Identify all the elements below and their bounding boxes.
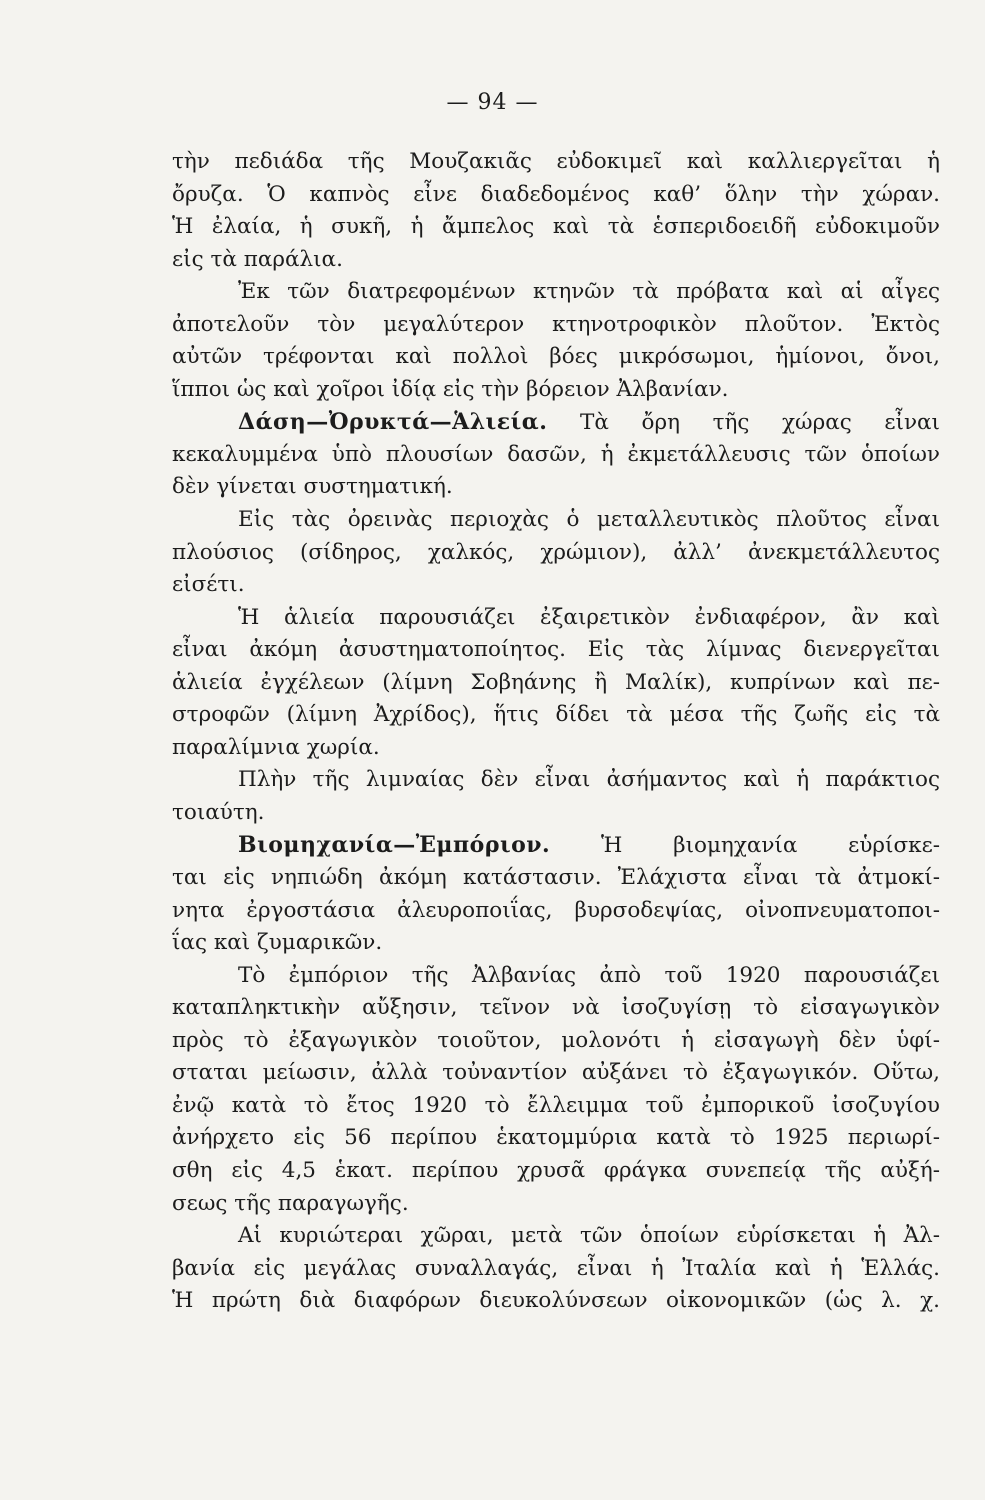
text-line [172, 1057, 940, 1090]
page-number: — 94 — [446, 90, 539, 115]
line-text: αὐτῶν τρέφονται καὶ πολλοὶ βόες μικρόσωμοι, ἡμίονοι, ὄνοι, [172, 344, 940, 370]
text-line [172, 439, 940, 472]
line-text: Εἰς τὰς ὀρεινὰς περιοχὰς ὁ μεταλλευτικὸς πλοῦτος εἶναι [238, 507, 940, 533]
text-line [172, 699, 940, 732]
line-text: εἰς τὰ παράλια. [172, 246, 343, 272]
text-line [172, 569, 940, 602]
text-line [172, 1155, 940, 1188]
text-line [172, 1253, 940, 1286]
text-line [172, 732, 940, 765]
line-text: Τὸ ἐμπόριον τῆς Ἀλβανίας ἀπὸ τοῦ 1920 παρουσιάζει [238, 962, 940, 988]
line-text: ἵπποι ὡς καὶ χοῖροι ἰδίᾳ εἰς τὴν βόρειον Ἀλβανίαν. [172, 376, 729, 402]
line-text: ἐνῷ κατὰ τὸ ἔτος 1920 τὸ ἔλλειμμα τοῦ ἐμπορικοῦ ἰσοζυγίου [172, 1092, 940, 1118]
text-line [172, 1285, 940, 1318]
line-text: ὄρυζα. Ὁ καπνὸς εἶνε διαδεδομένος καθ’ ὅλην τὴν χώραν. [172, 181, 940, 207]
line-text: ται εἰς νηπιώδη ἀκόμη κατάστασιν. Ἐλάχιστα εἶναι τὰ ἀτμοκί- [172, 865, 940, 891]
text-line [172, 667, 940, 700]
line-text: νητα ἐργοστάσια ἀλευροποιΐας, βυρσοδεψίας, οἰνοπνευματοποι- [172, 897, 940, 923]
text-line [172, 276, 940, 309]
line-text: ἀποτελοῦν τὸν μεγαλύτερον κτηνοτροφικὸν πλοῦτον. Ἐκτὸς [172, 311, 940, 337]
text-line [172, 211, 940, 244]
text-line [172, 1220, 940, 1253]
text-line [172, 960, 940, 993]
line-text: σταται μείωσιν, ἀλλὰ τοὐναντίον αὐξάνει τὸ ἐξαγωγικόν. Οὕτω, [172, 1060, 940, 1086]
line-text: παραλίμνια χωρία. [172, 734, 380, 760]
line-text: ἁλιεία ἐγχέλεων (λίμνη Σοβηάνης ἢ Μαλίκ), κυπρίνων καὶ πε- [172, 669, 940, 695]
line-text: εἰσέτι. [172, 572, 245, 598]
line-text: σεως τῆς παραγωγῆς. [172, 1190, 409, 1216]
text-line [172, 504, 940, 537]
text-line [172, 1122, 940, 1155]
line-text: Ἡ πρώτη διὰ διαφόρων διευκολύνσεων οἰκονομικῶν (ὡς λ. χ. [172, 1288, 940, 1314]
line-text: σθη εἰς 4,5 ἑκατ. περίπου χρυσᾶ φράγκα συνεπείᾳ τῆς αὐξή- [172, 1157, 940, 1183]
text-line [172, 244, 940, 277]
text-line [172, 764, 940, 797]
text-line [172, 309, 940, 342]
text-line [172, 179, 940, 212]
text-line [172, 1025, 940, 1058]
line-text: Ἐκ τῶν διατρεφομένων κτηνῶν τὰ πρόβατα καὶ αἱ αἶγες [238, 279, 940, 305]
line-text: Ἡ ἁλιεία παρουσιάζει ἐξαιρετικὸν ἐνδιαφέρον, ἂν καὶ [238, 604, 940, 630]
line-text: στροφῶν (λίμνη Ἀχρίδος), ἥτις δίδει τὰ μέσα τῆς ζωῆς εἰς τὰ [172, 702, 940, 728]
text-line [172, 602, 940, 635]
line-text: βανία εἰς μεγάλας συναλλαγάς, εἶναι ἡ Ἰταλία καὶ ἡ Ἑλλάς. [172, 1255, 940, 1281]
text-line [172, 341, 940, 374]
line-text: ΐας καὶ ζυμαρικῶν. [172, 930, 383, 956]
text-line [172, 862, 940, 895]
text-line [172, 1188, 940, 1221]
text-line [172, 374, 940, 407]
text-line [172, 406, 940, 439]
line-text: Πλὴν τῆς λιμναίας δὲν εἶναι ἀσήμαντος καὶ ἡ παράκτιος [238, 767, 940, 793]
line-text: κεκαλυμμένα ὑπὸ πλουσίων δασῶν, ἡ ἐκμετάλλευσις τῶν ὁποίων [172, 441, 940, 467]
line-text: δὲν γίνεται συστηματική. [172, 474, 453, 500]
line-text: πλούσιος (σίδηρος, χαλκός, χρώμιον), ἀλλ’ ἀνεκμετάλλευτος [172, 539, 940, 565]
section-heading: Δάση—Ὀρυκτά—Ἁλιεία. [238, 409, 548, 436]
line-text: καταπληκτικὴν αὔξησιν, τεῖνον νὰ ἰσοζυγίσῃ τὸ εἰσαγωγικὸν [172, 995, 940, 1021]
text-line [172, 1090, 940, 1123]
text-line [172, 537, 940, 570]
line-text: εἶναι ἀκόμη ἀσυστηματοποίητος. Εἰς τὰς λίμνας διενεργεῖται [172, 637, 940, 663]
line-text: πρὸς τὸ ἐξαγωγικὸν τοιοῦτον, μολονότι ἡ εἰσαγωγὴ δὲν ὑφί- [172, 1027, 940, 1053]
text-line [172, 895, 940, 928]
section-heading: Βιομηχανία—Ἐμπόριον. [238, 832, 551, 859]
text-line [172, 634, 940, 667]
text-line [172, 471, 940, 504]
line-text: Ἡ ἐλαία, ἡ συκῆ, ἡ ἄμπελος καὶ τὰ ἑσπεριδοειδῆ εὐδοκιμοῦν [172, 214, 940, 240]
text-line [172, 829, 940, 862]
line-text: Αἱ κυριώτεραι χῶραι, μετὰ τῶν ὁποίων εὑρίσκεται ἡ Ἀλ- [238, 1223, 940, 1249]
line-text: Τὰ ὄρη τῆς χώρας εἶναι [580, 410, 940, 436]
text-line [172, 146, 940, 179]
line-text: Ἡ βιομηχανία εὑρίσκε- [601, 833, 940, 859]
text-line [172, 992, 940, 1025]
line-text: ἀνήρχετο εἰς 56 περίπου ἑκατομμύρια κατὰ τὸ 1925 περιωρί- [172, 1125, 940, 1151]
line-text: τὴν πεδιάδα τῆς Μουζακιᾶς εὐδοκιμεῖ καὶ καλλιεργεῖται ἡ [172, 149, 940, 174]
body-text [172, 146, 940, 1318]
line-text: τοιαύτη. [172, 799, 265, 825]
text-line [172, 797, 940, 830]
text-line [172, 927, 940, 960]
